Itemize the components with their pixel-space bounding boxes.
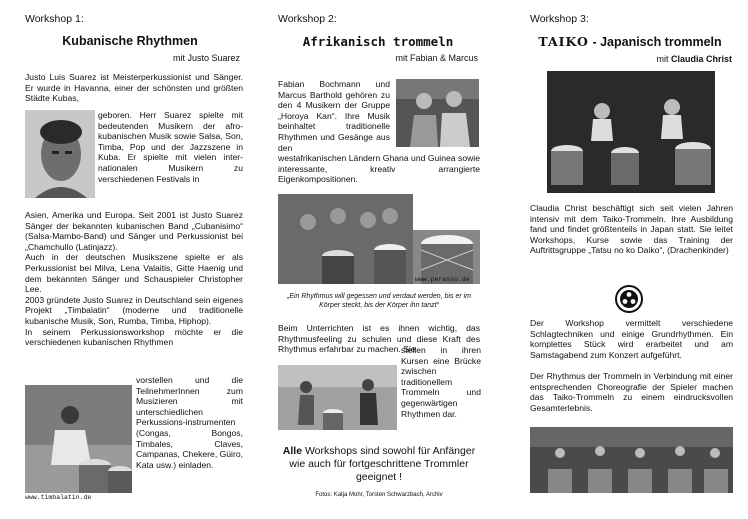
- taiko-group-photo: [530, 427, 733, 493]
- workshop-3-byline-name: Claudia Christ: [670, 54, 732, 64]
- workshop-3-header: Workshop 3:: [530, 13, 589, 25]
- fabian-marcus-photo: [396, 79, 479, 147]
- drummers-group-photo: [278, 194, 413, 284]
- workshop-3-byline-prefix: mit: [656, 54, 669, 64]
- taiko-logo-text: TAIKO: [538, 34, 589, 49]
- workshop-1-wrap-text-2: vorstellen und die TeilnehmerInnen zum Musizieren mit unterschiedlichen Perkussions-instrumenten (Congas, Bongos, Timbales, Claves, Campanas, Chekere, Güiro, Kata usw.) einladen.: [136, 375, 243, 470]
- workshop-3-byline: [530, 54, 732, 64]
- justo-suarez-portrait-photo: [25, 110, 95, 198]
- all-workshops-note: [278, 445, 480, 484]
- justo-suarez-congas-photo: [25, 385, 132, 493]
- photo-credits-footer: Fotos: Katja Mohr, Torsten Schwarzbach, Archiv: [315, 492, 443, 498]
- all-workshops-note-emphasis: Alle: [282, 445, 303, 457]
- workshop-1-wrap-text: geboren. Herr Suarez spielte mit bedeutenden Musikern der afro-kubanischen Musik sowie Salsa, Son, Timba, Pop und der Jazzszene in Kuba. Er spielte mit vielen inter-nationalen Musikern zu verschiedenen Festivals in: [98, 110, 243, 184]
- workshop-2-body-2: Beim Unterrichten ist es ihnen wichtig, das Rhythmusfeeling zu schulen und diese Kraft des Rhythmus erfahrbar zu machen. Sie: [278, 323, 480, 355]
- workshop-2-wrap-text-2: stellen in ihren Kursen eine Brücke zwischen traditionellem Trommeln und gegenwärtigen Rhythmen dar.: [401, 345, 481, 419]
- workshop-3-title: [530, 34, 730, 49]
- workshop-1-photo-credit: www.timbalatin.de: [25, 494, 92, 501]
- workshop-2-photo-credit: www.perasso.de: [415, 276, 470, 283]
- workshop-1-body: Asien, Amerika und Europa. Seit 2001 ist Justo Suarez Sänger der bekannten kubanischen Band „Cubanisimo“ (Salsa-Mambo-Band) und Sänger und Perkussionist bei „Chamchullo (Latinjazz). Auch in der deutschen Musikszene spielte er als Perkussionist bei Milva, Lena Valaitis, Gitte Haenig und dem bekannten Sänger und Schauspieler Christopher Lee. 2003 gründete Justo Suarez in Deutschland sein eigenes Projekt „Timbalatin“ (moderne und traditionelle kubanische Musik, Son, Rumba, Timba, Hiphop). In seinem Perkussionsworkshop möchte er die verschiedenen kubanischen Rhythmen: [25, 210, 243, 348]
- workshop-3-para-1: Claudia Christ beschäftigt sich seit vielen Jahren intensiv mit dem Taiko-Trommeln. Ihre Ausbildung fand und findet größtenteils in Japan statt. Sie leitet Workshops, Kurse sowie das Training der Auftrittsgruppe „Tatsu no ko Daiko“, (Drachenkinder): [530, 203, 733, 256]
- tomoe-emblem-icon: [615, 285, 643, 313]
- workshop-2-column: [250, 0, 500, 519]
- taiko-performance-photo: [547, 71, 715, 193]
- workshop-1-byline: mit Justo Suarez: [172, 53, 240, 63]
- workshop-2-title: Afrikanisch trommeln: [302, 34, 454, 49]
- teaching-session-photo: [278, 365, 397, 430]
- workshop-1-header: Workshop 1:: [25, 13, 84, 25]
- rhythm-quote: „Ein Rhythmus will gegessen und verdaut werden, bis er im Körper steckt, bis der Körper ihn tanzt“: [286, 293, 472, 309]
- workshop-3-para-3: Der Rhythmus der Trommeln in Verbindung mit einer entsprechenden Choreografie der Spieler machen das Taiko-Trommeln zu einem eindrucksvollen Gesamterlebnis.: [530, 371, 733, 413]
- workshop-3-column: [500, 0, 748, 519]
- workshop-2-wrap-text: Fabian Bochmann und Marcus Barthold gehören zu den 4 Musikern der Gruppe „Horoya Kan“. Ihre Musik beinhaltet traditionelle Rhythmen und Gesänge aus den: [278, 79, 390, 153]
- workshop-2-byline: mit Fabian & Marcus: [395, 53, 478, 63]
- all-workshops-note-text: Workshops sind sowohl für Anfänger wie auch für fortgeschrittene Trommler geeignet !: [289, 445, 476, 483]
- workshop-1-intro: Justo Luis Suarez ist Meisterperkussionist und Sänger. Er wurde in Havanna, einer der schönsten und größten Städte Kubas,: [25, 72, 243, 104]
- workshop-3-para-2: Der Workshop vermittelt verschiedene Schlagtechniken und einige Grundrhythmen. Ein komplettes Stück wird erarbeitet und am Samstagabend zum Konzert aufgeführt.: [530, 318, 733, 360]
- workshop-1-column: [0, 0, 250, 519]
- workshop-2-header: Workshop 2:: [278, 13, 337, 25]
- workshop-3-title-text: - Japanisch trommeln: [592, 35, 722, 49]
- workshop-2-body: westafrikanischen Ländern Ghana und Guinea sowie interessante, kreativ arrangierte Eigenkompositionen.: [278, 153, 480, 185]
- workshop-1-title: Kubanische Rhythmen: [62, 34, 198, 48]
